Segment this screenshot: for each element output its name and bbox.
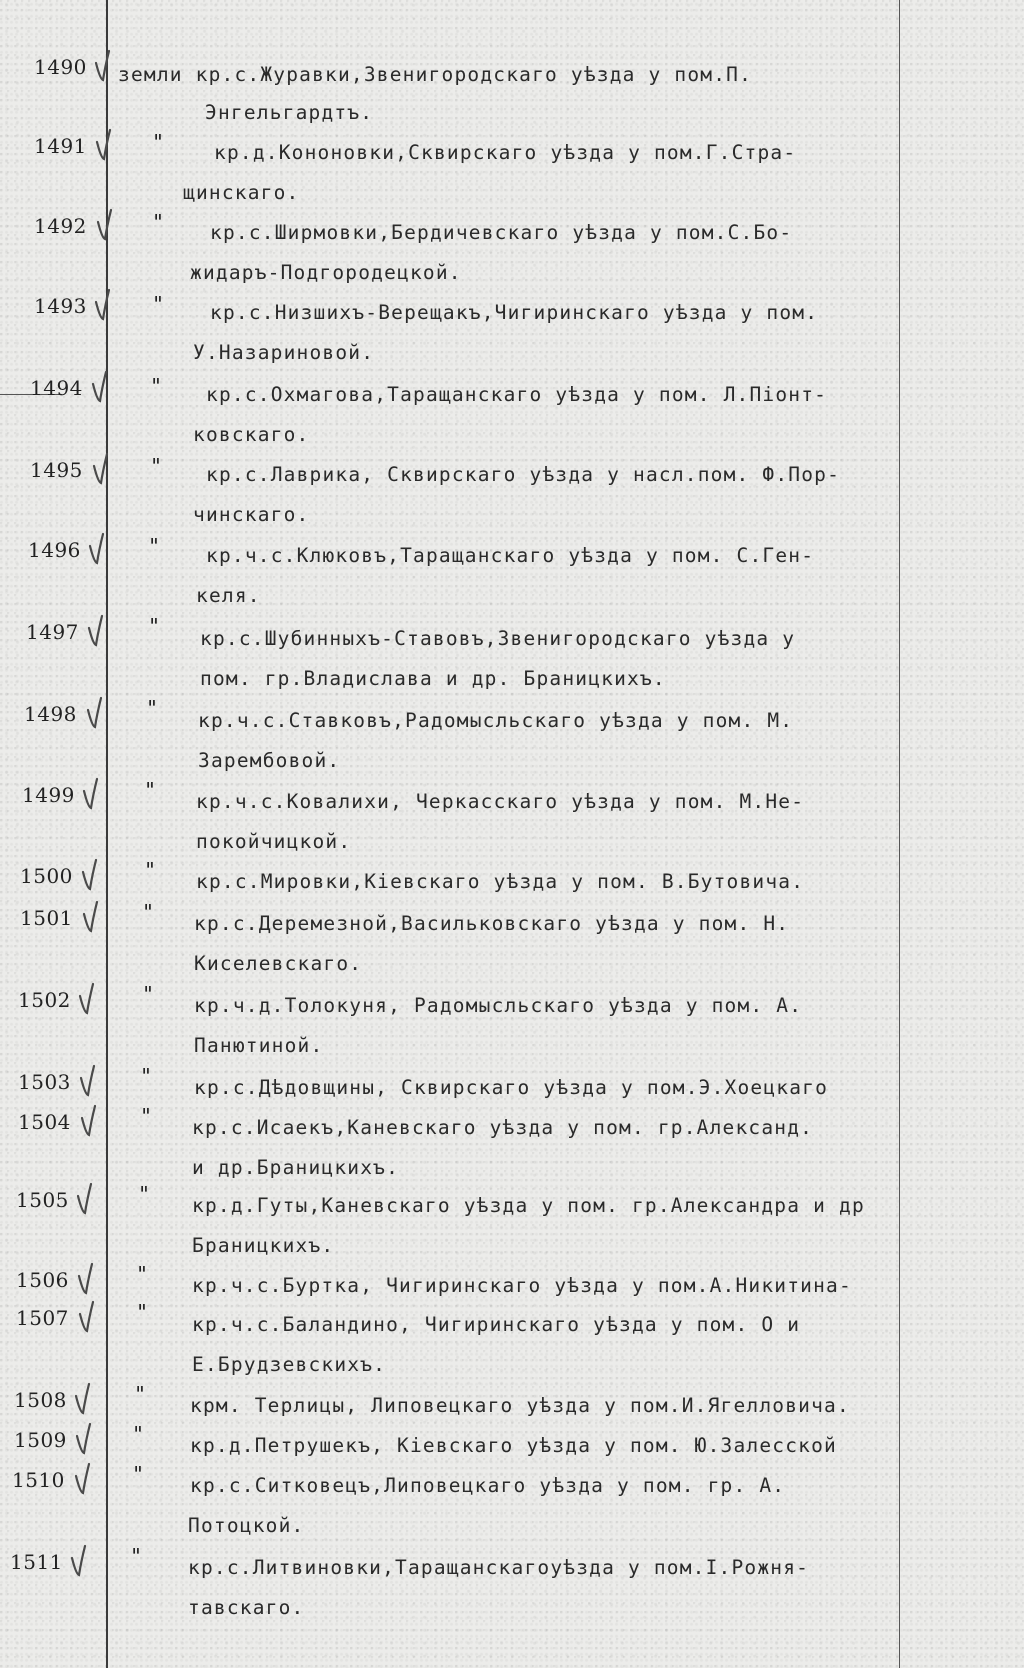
entry-number: 1490 (34, 55, 87, 79)
ditto-mark: " (144, 858, 157, 882)
ditto-mark: " (130, 1544, 143, 1568)
entry-text-continuation: пом. гр.Владислава и др. Браницкихъ. (200, 667, 666, 690)
entry-text-line: кр.с.Дѣдовщины, Сквирскаго уѣзда у пом.Э.Хоецкаго (194, 1076, 829, 1099)
checkmark-icon (86, 696, 102, 730)
entry-number: 1510 (12, 1468, 65, 1492)
entry-text-line: кр.д.Гуты,Каневскаго уѣзда у пом. гр.Александра и др (192, 1194, 865, 1217)
checkmark-icon (91, 370, 107, 404)
ditto-mark: " (140, 1064, 153, 1088)
entry-number: 1502 (18, 988, 71, 1012)
ditto-mark: " (142, 982, 155, 1006)
entry-text-line: земли кр.с.Журавки,Звенигородскаго уѣзда у пом.П. (118, 63, 753, 86)
ditto-mark: " (136, 1300, 149, 1324)
entry-text-continuation: Потоцкой. (188, 1514, 305, 1537)
checkmark-icon (80, 1104, 96, 1138)
ditto-mark: " (140, 1104, 153, 1128)
ditto-mark: " (134, 1382, 147, 1406)
entry-text-continuation: Панютиной. (194, 1034, 324, 1057)
entry-text-continuation: жидаръ-Подгородецкой. (190, 261, 462, 284)
ditto-mark: " (152, 210, 165, 234)
checkmark-icon (74, 1382, 90, 1416)
entry-text-continuation: Браницкихъ. (192, 1234, 335, 1257)
ditto-mark: " (146, 696, 159, 720)
entry-number: 1493 (34, 294, 87, 318)
entry-number: 1491 (34, 134, 87, 158)
entry-text-continuation: покойчицкой. (196, 830, 352, 853)
entry-text-line: кр.с.Лаврика, Сквирскаго уѣзда у насл.пом. Ф.Пор- (206, 463, 841, 486)
entry-text-continuation: щинскаго. (183, 181, 300, 204)
entry-text-line: кр.с.Шубинныхъ-Ставовъ,Звенигородскаго уѣзда у (200, 627, 796, 650)
ditto-mark: " (132, 1462, 145, 1486)
right-margin-rule (899, 0, 900, 1668)
ditto-mark: " (150, 454, 163, 478)
entry-text-line: кр.ч.с.Баландино, Чигиринскаго уѣзда у пом. О и (192, 1313, 801, 1336)
entry-number: 1497 (26, 620, 79, 644)
entry-number: 1504 (18, 1110, 71, 1134)
entry-text-line: кр.с.Деремезной,Васильковскаго уѣзда у пом. Н. (194, 912, 790, 935)
entry-number: 1499 (22, 783, 75, 807)
entry-text-line: кр.с.Мировки,Кіевскаго уѣзда у пом. В.Бутовича. (196, 870, 805, 893)
entry-text-line: кр.д.Петрушекъ, Кіевскаго уѣзда у пом. Ю.Залесской (190, 1434, 837, 1457)
checkmark-icon (70, 1544, 86, 1578)
ditto-mark: " (152, 292, 165, 316)
entry-number: 1500 (20, 864, 73, 888)
entry-number: 1506 (16, 1268, 69, 1292)
entry-number: 1507 (16, 1306, 69, 1330)
ditto-mark: " (152, 130, 165, 154)
entry-text-continuation: У.Назариновой. (193, 341, 375, 364)
entry-number: 1494 (30, 376, 83, 400)
entry-text-line: кр.д.Кононовки,Сквирскаго уѣзда у пом.Г.Стра- (214, 141, 797, 164)
checkmark-icon (87, 614, 103, 648)
checkmark-icon (76, 1182, 92, 1216)
entry-text-line: кр.с.Исаекъ,Каневскаго уѣзда у пом. гр.Александ. (192, 1116, 814, 1139)
ditto-mark: " (132, 1422, 145, 1446)
entry-text-line: кр.ч.с.Ставковъ,Радомысльскаго уѣзда у пом. М. (198, 709, 794, 732)
entry-text-line: кр.ч.с.Буртка, Чигиринскаго уѣзда у пом.А.Никитина- (192, 1274, 852, 1297)
ditto-mark: " (144, 778, 157, 802)
entry-text-continuation: чинскаго. (193, 503, 310, 526)
entry-text-continuation: Зарембовой. (198, 749, 341, 772)
entry-text-line: кр.ч.с.Клюковъ,Таращанскаго уѣзда у пом. С.Ген- (206, 544, 815, 567)
checkmark-icon (92, 452, 108, 486)
entry-text-line: кр.ч.с.Ковалихи, Черкасскаго уѣзда у пом. М.Не- (196, 790, 805, 813)
entry-text-continuation: Энгельгардтъ. (205, 101, 374, 124)
ditto-mark: " (138, 1182, 151, 1206)
checkmark-icon (94, 288, 110, 322)
checkmark-icon (81, 858, 97, 892)
entry-number: 1511 (10, 1550, 63, 1574)
entry-number: 1509 (14, 1428, 67, 1452)
entry-text-line: кр.ч.д.Толокуня, Радомысльскаго уѣзда у пом. А. (194, 994, 803, 1017)
checkmark-icon (96, 208, 112, 242)
entry-number: 1495 (30, 458, 83, 482)
entry-number: 1498 (24, 702, 77, 726)
entry-text-continuation: Киселевскаго. (194, 952, 363, 975)
entry-text-line: крм. Терлицы, Липовецкаго уѣзда у пом.И.Ягелловича. (190, 1394, 850, 1417)
entry-text-line: кр.с.Ширмовки,Бердичевскаго уѣзда у пом.С.Бо- (210, 221, 793, 244)
entry-text-continuation: тавскаго. (188, 1596, 305, 1619)
entry-number: 1503 (18, 1070, 71, 1094)
entry-text-line: кр.с.Низшихъ-Верещакъ,Чигиринскаго уѣзда у пом. (210, 301, 819, 324)
entry-number: 1501 (20, 906, 73, 930)
ditto-mark: " (148, 534, 161, 558)
checkmark-icon (77, 1262, 93, 1296)
entry-text-continuation: ковскаго. (193, 423, 310, 446)
checkmark-icon (95, 128, 111, 162)
entry-number: 1505 (16, 1188, 69, 1212)
checkmark-icon (79, 1064, 95, 1098)
entry-number: 1496 (28, 538, 81, 562)
checkmark-icon (94, 49, 110, 83)
checkmark-icon (75, 1422, 91, 1456)
entry-text-line: кр.с.Ситковецъ,Липовецкаго уѣзда у пом. гр. А. (190, 1474, 786, 1497)
entry-number: 1508 (14, 1388, 67, 1412)
ditto-mark: " (136, 1262, 149, 1286)
ditto-mark: " (150, 374, 163, 398)
ditto-mark: " (142, 900, 155, 924)
entry-text-continuation: и др.Браницкихъ. (192, 1156, 400, 1179)
entry-text-line: кр.с.Литвиновки,Таращанскагоуѣзда у пом.І.Рожня- (188, 1556, 810, 1579)
ditto-mark: " (148, 614, 161, 638)
checkmark-icon (82, 777, 98, 811)
entry-text-continuation: келя. (196, 584, 261, 607)
entry-text-continuation: Е.Брудзевскихъ. (192, 1353, 387, 1376)
left-margin-rule (106, 0, 108, 1668)
checkmark-icon (74, 1462, 90, 1496)
checkmark-icon (82, 900, 98, 934)
entry-number: 1492 (34, 214, 87, 238)
entry-text-line: кр.с.Охмагова,Таращанскаго уѣзда у пом. Л.Піонт- (206, 383, 828, 406)
checkmark-icon (78, 982, 94, 1016)
checkmark-icon (78, 1300, 94, 1334)
checkmark-icon (88, 532, 104, 566)
